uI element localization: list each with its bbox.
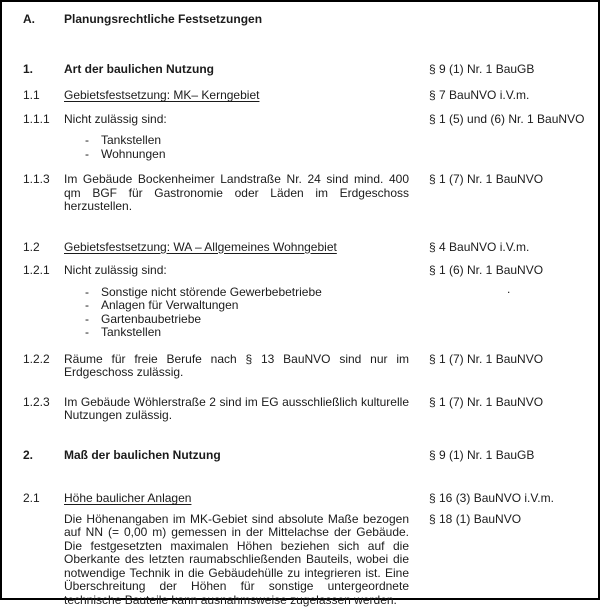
clause-row-1-1-3: [23, 173, 590, 214]
bullet-dash: -: [85, 286, 101, 300]
clause-title: Nicht zulässig sind:: [64, 113, 409, 127]
bullet-dash: -: [85, 134, 101, 148]
legal-reference: § 1 (7) Nr. 1 BauNVO: [429, 396, 590, 410]
section-number: A.: [23, 13, 64, 27]
legal-reference: § 4 BauNVO i.V.m.: [429, 241, 590, 255]
legal-reference: § 1 (5) und (6) Nr. 1 BauNVO: [429, 113, 590, 127]
section-title: Planungsrechtliche Festsetzungen: [64, 13, 409, 27]
bullet-dash: -: [85, 313, 101, 327]
clause-title: Art der baulichen Nutzung: [64, 63, 409, 77]
clause-number: 1.1: [23, 89, 64, 103]
bullet-dash: -: [85, 299, 101, 313]
clause-row-1-1: [23, 89, 590, 103]
clause-number: 1.2.1: [23, 264, 64, 278]
clause-title: Gebietsfestsetzung: WA – Allgemeines Wohngebiet: [64, 241, 409, 255]
legal-reference: § 1 (7) Nr. 1 BauNVO: [429, 353, 590, 367]
clause-title: Höhe baulicher Anlagen: [64, 492, 409, 506]
bullet-list: [85, 134, 590, 161]
list-item: [85, 148, 590, 162]
list-item-label: Wohnungen: [101, 148, 166, 162]
scan-artifact-dot: .: [507, 283, 510, 297]
clause-row-1-2-2: [23, 353, 590, 380]
clause-body-row-2-1: [23, 513, 590, 607]
clause-row-2-1: [23, 492, 590, 506]
bullet-list: [85, 286, 590, 340]
legal-reference: § 18 (1) BauNVO: [429, 513, 590, 527]
list-item: [85, 299, 590, 313]
legal-reference: § 9 (1) Nr. 1 BauGB: [429, 63, 590, 77]
clause-title: Maß der baulichen Nutzung: [64, 449, 409, 463]
clause-number: 2.: [23, 449, 64, 463]
clause-number: 2.1: [23, 492, 64, 506]
document-body: [2, 2, 598, 607]
legal-reference: § 1 (6) Nr. 1 BauNVO: [429, 264, 590, 278]
clause-row-1: [23, 63, 590, 77]
clause-row-1-2: [23, 241, 590, 255]
list-item: [85, 313, 590, 327]
clause-title: Nicht zulässig sind:: [64, 264, 409, 278]
list-item-label: Anlagen für Verwaltungen: [101, 299, 238, 313]
legal-reference: § 16 (3) BauNVO i.V.m.: [429, 492, 590, 506]
list-item-label: Sonstige nicht störende Gewerbebetriebe: [101, 286, 322, 300]
clause-number: 1.: [23, 63, 64, 77]
clause-text: Räume für freie Berufe nach § 13 BauNVO sind nur im Erdgeschoss zulässig.: [64, 353, 409, 380]
legal-reference: § 1 (7) Nr. 1 BauNVO: [429, 173, 590, 187]
list-item: [85, 286, 590, 300]
bullet-dash: -: [85, 326, 101, 340]
list-item-label: Tankstellen: [101, 326, 161, 340]
clause-text: Im Gebäude Wöhlerstraße 2 sind im EG ausschließlich kulturelle Nutzungen zulässig.: [64, 396, 409, 423]
list-item: [85, 134, 590, 148]
clause-number: 1.2.3: [23, 396, 64, 410]
clause-number: 1.1.3: [23, 173, 64, 187]
list-item: [85, 326, 590, 340]
clause-text: Im Gebäude Bockenheimer Landstraße Nr. 24 sind mind. 400 qm BGF für Gastronomie oder Läden im Erdgeschoss herzustellen.: [64, 173, 409, 214]
list-item-label: Tankstellen: [101, 134, 161, 148]
clause-row-1-2-1: [23, 264, 590, 278]
clause-paragraph: Die Höhenangaben im MK-Gebiet sind absolute Maße bezogen auf NN (= 0,00 m) gemessen in der Mittelachse der Gebäude. Die festgesetzten maximalen Höhen beziehen sich auf die Oberkante des letzten raumabschließenden Bauteils, wobei die notwendige Technik in die Gebäudehülle zu integrieren ist. Eine Überschreitung der Höhen für sonstige untergeordnete technische Bauteile kann ausnahmsweise zugelassen werden.: [64, 513, 409, 607]
clause-number: 1.1.1: [23, 113, 64, 127]
clause-row-1-2-3: [23, 396, 590, 423]
clause-title: Gebietsfestsetzung: MK– Kerngebiet: [64, 89, 409, 103]
clause-number: 1.2: [23, 241, 64, 255]
clause-row-1-1-1: [23, 113, 590, 127]
section-heading-row: [23, 13, 590, 27]
clause-number: 1.2.2: [23, 353, 64, 367]
legal-reference: § 7 BauNVO i.V.m.: [429, 89, 590, 103]
bullet-dash: -: [85, 148, 101, 162]
clause-row-2: [23, 449, 590, 463]
list-item-label: Gartenbaubetriebe: [101, 313, 201, 327]
legal-reference: § 9 (1) Nr. 1 BauGB: [429, 449, 590, 463]
